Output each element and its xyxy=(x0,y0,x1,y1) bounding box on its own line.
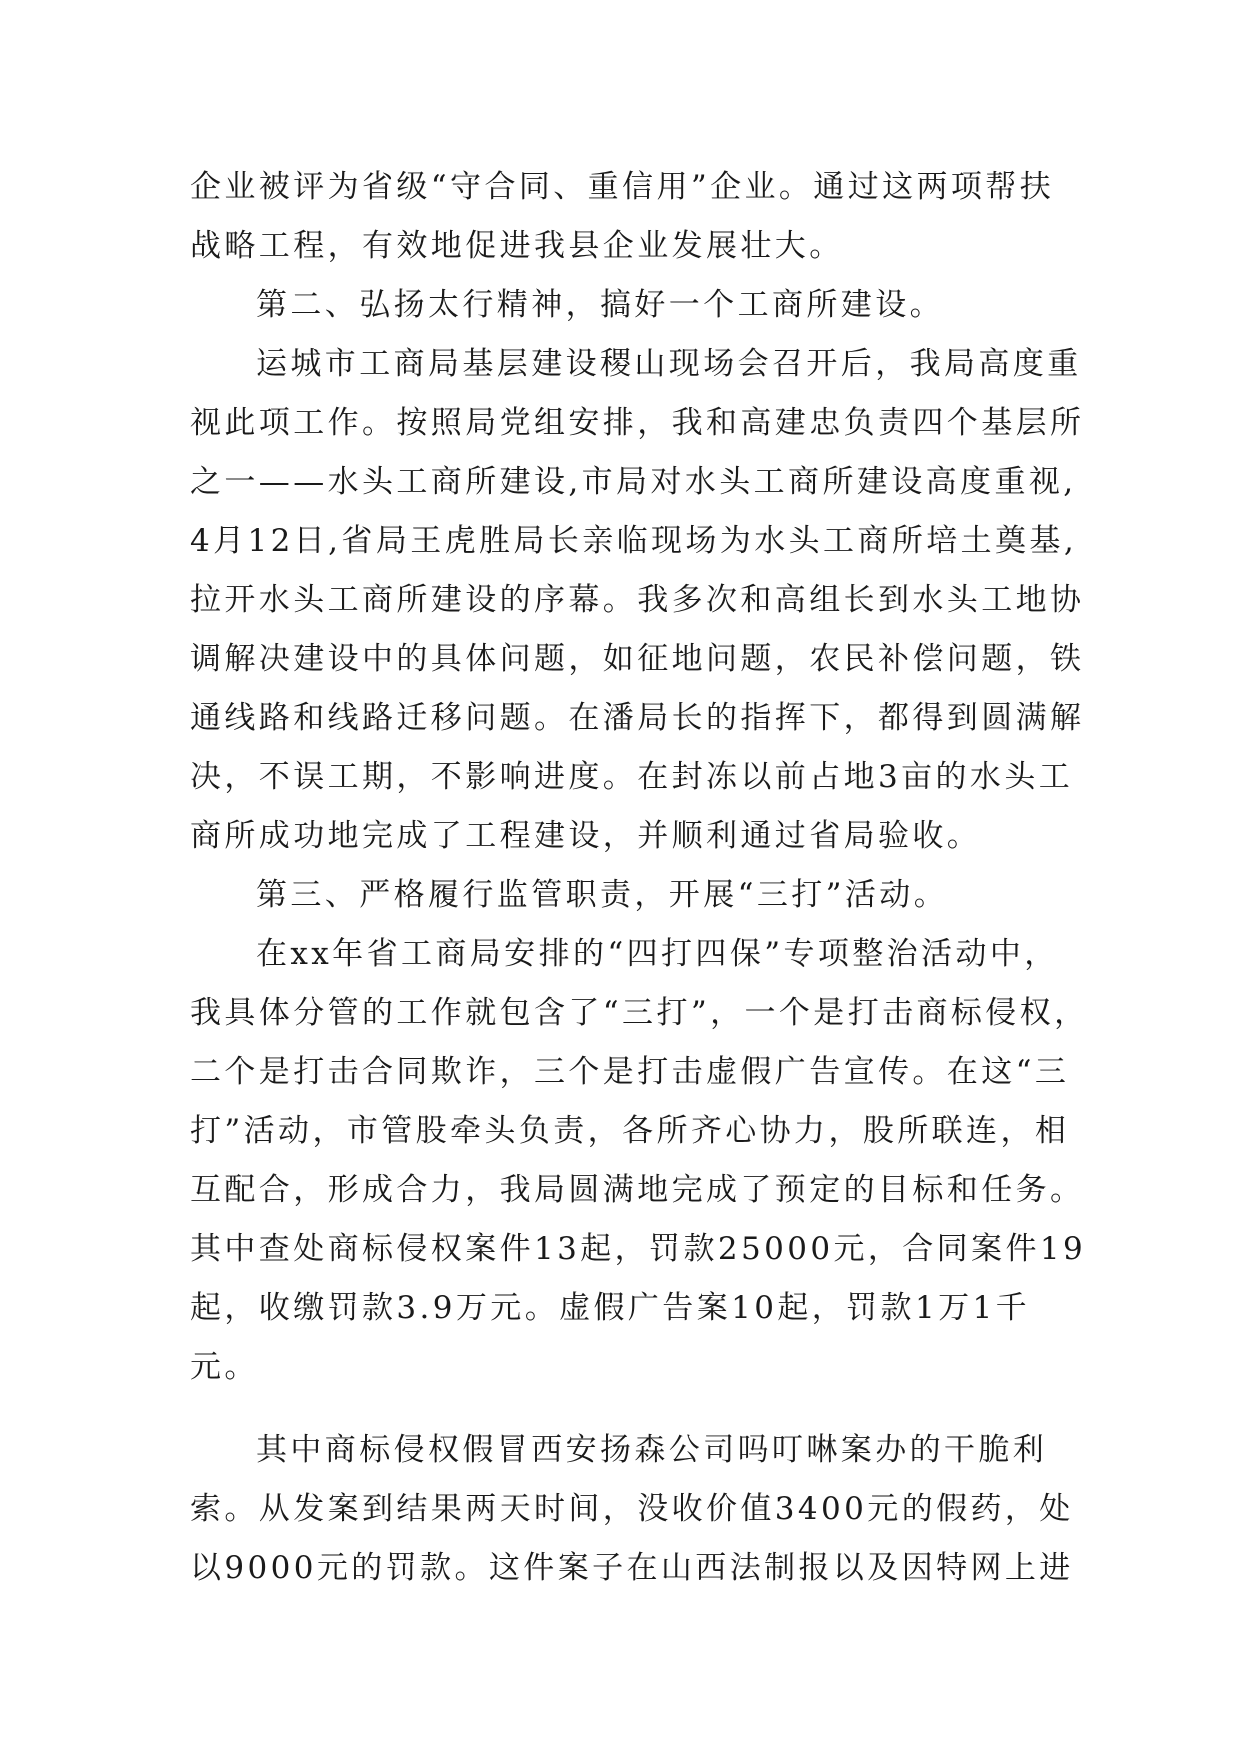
text-line: 视此项工作。按照局党组安排，我和高建忠负责四个基层所 xyxy=(190,405,1085,441)
section-heading: 第二、弘扬太行精神，搞好一个工商所建设。 xyxy=(256,287,944,323)
section-heading: 第三、严格履行监管职责，开展“三打”活动。 xyxy=(256,877,949,913)
text-line: 二个是打击合同欺诈，三个是打击虚假广告宣传。在这“三 xyxy=(190,1054,1070,1090)
document-body xyxy=(190,158,1089,1598)
text-line: 我具体分管的工作就包含了“三打”，一个是打击商标侵权， xyxy=(190,995,1089,1031)
text-line: 运城市工商局基层建设稷山现场会召开后，我局高度重 xyxy=(256,346,1082,382)
text-line: 其中查处商标侵权案件13起，罚款25000元，合同案件19 xyxy=(190,1231,1087,1267)
text-line: 索。从发案到结果两天时间，没收价值3400元的假药，处 xyxy=(190,1491,1074,1527)
text-line: 拉开水头工商所建设的序幕。我多次和高组长到水头工地协 xyxy=(190,582,1085,618)
text-line: 4月12日,省局王虎胜局长亲临现场为水头工商所培土奠基, xyxy=(190,523,1078,559)
text-line: 商所成功地完成了工程建设，并顺利通过省局验收。 xyxy=(190,818,982,854)
text-line: 企业被评为省级“守合同、重信用”企业。通过这两项帮扶 xyxy=(190,169,1055,205)
text-line: 互配合，形成合力，我局圆满地完成了预定的目标和任务。 xyxy=(190,1172,1085,1208)
text-line: 元。 xyxy=(190,1349,259,1385)
text-line: 战略工程，有效地促进我县企业发展壮大。 xyxy=(190,228,844,264)
text-line: 在xx年省工商局安排的“四打四保”专项整治活动中， xyxy=(256,936,1059,972)
text-line: 调解决建设中的具体问题，如征地问题，农民补偿问题，铁 xyxy=(190,641,1085,677)
text-line: 起，收缴罚款3.9万元。虚假广告案10起，罚款1万1千 xyxy=(190,1290,1030,1326)
text-line: 打”活动，市管股牵头负责，各所齐心协力，股所联连，相 xyxy=(190,1113,1070,1149)
text-line: 通线路和线路迁移问题。在潘局长的指挥下，都得到圆满解 xyxy=(190,700,1085,736)
text-line: 以9000元的罚款。这件案子在山西法制报以及因特网上进 xyxy=(190,1550,1074,1586)
text-line: 之一——水头工商所建设,市局对水头工商所建设高度重视, xyxy=(190,464,1077,500)
text-line: 决，不误工期，不影响进度。在封冻以前占地3亩的水头工 xyxy=(190,759,1074,795)
text-line: 其中商标侵权假冒西安扬森公司吗叮啉案办的干脆利 xyxy=(256,1432,1048,1468)
